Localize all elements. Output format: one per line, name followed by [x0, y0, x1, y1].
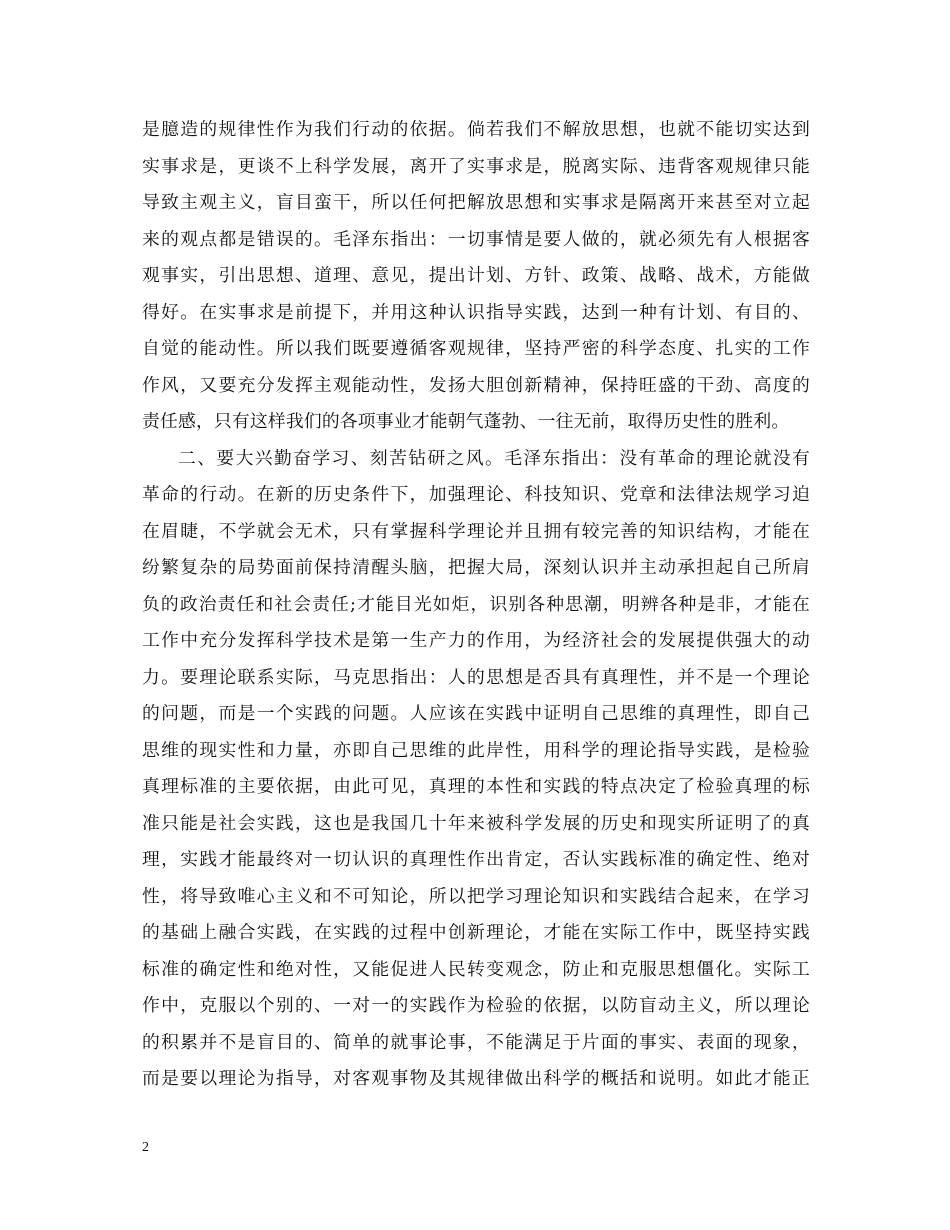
text-line: 自觉的能动性。所以我们既要遵循客观规律，坚持严密的科学态度、扎实的工作 — [142, 338, 810, 359]
text-line: 作中，克服以个别的、一对一的实践作为检验的依据，以防盲动主义，所以理论 — [142, 995, 810, 1016]
text-line: 作风，又要充分发挥主观能动性，发扬大胆创新精神，保持旺盛的干劲、高度的 — [142, 374, 810, 396]
text-line: 理，实践才能最终对一切认识的真理性作出肯定，否认实践标准的确定性、绝对 — [142, 849, 810, 870]
text-line: 责任感，只有这样我们的各项事业才能朝气蓬勃、一往无前，取得历史性的胜利。 — [142, 411, 790, 432]
text-line: 力。要理论联系实际，马克思指出：人的思想是否具有真理性，并不是一个理论 — [142, 666, 810, 688]
text-line: 的问题，而是一个实践的问题。人应该在实践中证明自己思维的真理性，即自己 — [142, 703, 810, 724]
text-line: 真理标准的主要依据，由此可见，真理的本性和实践的特点决定了检验真理的标 — [142, 776, 810, 797]
text-line: 是臆造的规律性作为我们行动的依据。倘若我们不解放思想，也就不能切实达到 — [142, 119, 810, 140]
text-line: 而是要以理论为指导，对客观事物及其规律做出科学的概括和说明。如此才能正 — [142, 1068, 810, 1089]
text-line: 革命的行动。在新的历史条件下，加强理论、科技知识、党章和法律法规学习迫 — [142, 484, 810, 505]
text-line: 在眉睫，不学就会无术，只有掌握科学理论并且拥有较完善的知识结构，才能在 — [142, 520, 810, 542]
text-line: 的积累并不是盲目的、简单的就事论事，不能满足于片面的事实、表面的现象， — [142, 1031, 810, 1053]
text-line: 工作中充分发挥科学技术是第一生产力的作用，为经济社会的发展提供强大的动 — [142, 630, 810, 651]
text-line: 观事实，引出思想、道理、意见，提出计划、方针、政策、战略、战术，方能做 — [142, 265, 810, 286]
text-line: 准只能是社会实践，这也是我国几十年来被科学发展的历史和现实所证明了的真 — [142, 812, 810, 834]
body-text — [142, 112, 810, 1098]
text-line: 标准的确定性和绝对性，又能促进人民转变观念，防止和克服思想僵化。实际工 — [142, 958, 810, 980]
paragraph-start-line: 二、要大兴勤奋学习、刻苦钻研之风。毛泽东指出：没有革命的理论就没有 — [178, 447, 810, 469]
text-line: 来的观点都是错误的。毛泽东指出：一切事情是要人做的，就必须先有人根据客 — [142, 228, 810, 250]
page-number: 2 — [142, 1140, 149, 1155]
text-line: 思维的现实性和力量，亦即自己思维的此岸性，用科学的理论指导实践，是检验 — [142, 739, 810, 761]
text-line: 性，将导致唯心主义和不可知论，所以把学习理论知识和实践结合起来，在学习 — [142, 885, 810, 907]
text-line: 负的政治责任和社会责任;才能目光如炬，识别各种思潮，明辨各种是非，才能在 — [142, 593, 810, 615]
text-line: 纷繁复杂的局势面前保持清醒头脑，把握大局，深刻认识并主动承担起自己所肩 — [142, 557, 810, 578]
text-line: 实事求是，更谈不上科学发展，离开了实事求是，脱离实际、违背客观规律只能 — [142, 155, 810, 177]
text-line: 导致主观主义，盲目蛮干，所以任何把解放思想和实事求是隔离开来甚至对立起 — [142, 192, 810, 213]
text-line: 的基础上融合实践，在实践的过程中创新理论，才能在实际工作中，既坚持实践 — [142, 922, 810, 943]
text-line: 得好。在实事求是前提下，并用这种认识指导实践，达到一种有计划、有目的、 — [142, 301, 810, 323]
